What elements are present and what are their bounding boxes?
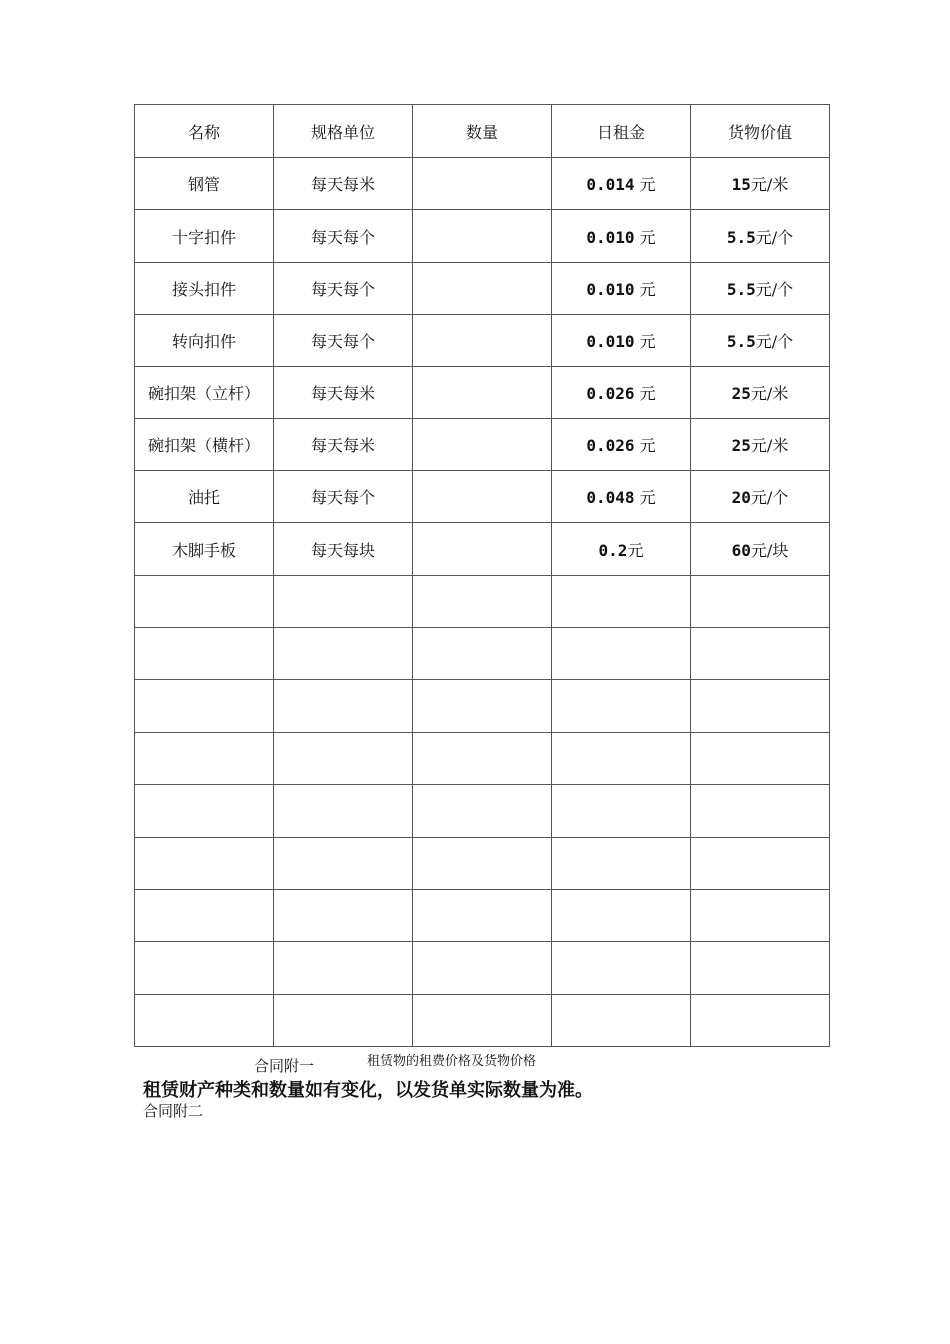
cell-value [691, 576, 830, 628]
cell-qty [413, 680, 552, 733]
rent-unit: 元 [634, 227, 656, 247]
table-row [135, 263, 830, 315]
cell-spec [274, 838, 413, 890]
cell-name: 木脚手板 [135, 523, 274, 576]
cell-qty [413, 419, 552, 471]
appendix-two-label: 合同附二 [143, 1102, 204, 1120]
cell-rent [552, 576, 691, 628]
cell-qty [413, 210, 552, 263]
cell-spec: 每天每个 [274, 315, 413, 367]
cell-name: 碗扣架（横杆） [135, 419, 274, 471]
cell-qty [413, 628, 552, 680]
rent-unit: 元 [627, 540, 644, 560]
cell-spec [274, 890, 413, 942]
table-row [135, 942, 830, 995]
header-rent: 日租金 [552, 105, 691, 158]
table-row [135, 523, 830, 576]
cell-rent [552, 628, 691, 680]
cell-spec [274, 680, 413, 733]
cell-spec [274, 628, 413, 680]
cell-name: 钢管 [135, 158, 274, 210]
cell-spec [274, 576, 413, 628]
quantity-note: 租赁财产种类和数量如有变化，以发货单实际数量为准。 [143, 1080, 593, 1101]
rent-value: 0.014 [586, 175, 635, 194]
cell-spec: 每天每米 [274, 158, 413, 210]
table-row [135, 210, 830, 263]
cell-value [691, 680, 830, 733]
table-row [135, 419, 830, 471]
cell-qty [413, 785, 552, 838]
cell-rent [552, 838, 691, 890]
appendix-one-label: 合同附一 [254, 1057, 315, 1075]
cell-rent [552, 471, 691, 523]
cell-spec [274, 733, 413, 785]
cell-name: 转向扣件 [135, 315, 274, 367]
cell-value: 5.5元/个 [691, 210, 830, 263]
cell-value: 5.5元/个 [691, 263, 830, 315]
cell-spec: 每天每个 [274, 263, 413, 315]
rent-value: 0.010 [586, 280, 635, 299]
cell-value: 25元/米 [691, 419, 830, 471]
cell-spec: 每天每块 [274, 523, 413, 576]
rent-value: 0.026 [586, 384, 635, 403]
cell-name: 油托 [135, 471, 274, 523]
table-row [135, 471, 830, 523]
cell-value [691, 628, 830, 680]
cell-spec [274, 785, 413, 838]
table-row [135, 995, 830, 1047]
cell-spec: 每天每个 [274, 471, 413, 523]
cell-value: 5.5元/个 [691, 315, 830, 367]
cell-spec [274, 942, 413, 995]
cell-value [691, 785, 830, 838]
cell-value: 20元/个 [691, 471, 830, 523]
table-row [135, 158, 830, 210]
cell-spec [274, 995, 413, 1047]
rent-value: 0.010 [586, 227, 635, 247]
cell-rent [552, 419, 691, 471]
header-name: 名称 [135, 105, 274, 158]
rent-value: 0.026 [586, 436, 635, 455]
cell-name [135, 628, 274, 680]
table-row [135, 367, 830, 419]
cell-qty [413, 158, 552, 210]
cell-value: 60元/块 [691, 523, 830, 576]
cell-rent [552, 680, 691, 733]
cell-rent [552, 263, 691, 315]
cell-rent [552, 315, 691, 367]
header-qty: 数量 [413, 105, 552, 158]
cell-qty [413, 263, 552, 315]
rent-unit: 元 [634, 332, 656, 351]
table-row [135, 680, 830, 733]
header-value: 货物价值 [691, 105, 830, 158]
cell-qty [413, 838, 552, 890]
cell-rent [552, 210, 691, 263]
cell-name [135, 838, 274, 890]
cell-qty [413, 471, 552, 523]
rent-value: 0.2 [598, 540, 628, 560]
rent-unit: 元 [634, 175, 656, 194]
cell-rent [552, 523, 691, 576]
cell-qty [413, 367, 552, 419]
cell-value: 15元/米 [691, 158, 830, 210]
cell-name [135, 890, 274, 942]
cell-name [135, 995, 274, 1047]
cell-value [691, 733, 830, 785]
cell-spec: 每天每米 [274, 367, 413, 419]
cell-name [135, 785, 274, 838]
cell-qty [413, 523, 552, 576]
cell-qty [413, 315, 552, 367]
header-spec: 规格单位 [274, 105, 413, 158]
cell-qty [413, 942, 552, 995]
cell-spec: 每天每个 [274, 210, 413, 263]
cell-value: 25元/米 [691, 367, 830, 419]
cell-qty [413, 576, 552, 628]
cell-rent [552, 890, 691, 942]
rent-unit: 元 [634, 280, 656, 299]
table-row [135, 733, 830, 785]
rent-value: 0.048 [586, 488, 635, 507]
rental-price-table [134, 104, 830, 1047]
cell-name [135, 733, 274, 785]
cell-rent [552, 158, 691, 210]
cell-rent [552, 995, 691, 1047]
rent-unit: 元 [634, 488, 656, 507]
cell-rent [552, 785, 691, 838]
rent-unit: 元 [634, 436, 656, 455]
cell-value [691, 995, 830, 1047]
cell-spec: 每天每米 [274, 419, 413, 471]
table-row [135, 628, 830, 680]
cell-name [135, 680, 274, 733]
cell-qty [413, 733, 552, 785]
cell-rent [552, 942, 691, 995]
table-row [135, 785, 830, 838]
table-row [135, 838, 830, 890]
cell-qty [413, 890, 552, 942]
cell-qty [413, 995, 552, 1047]
cell-name: 十字扣件 [135, 210, 274, 263]
cell-name: 碗扣架（立杆） [135, 367, 274, 419]
cell-name [135, 576, 274, 628]
cell-rent [552, 367, 691, 419]
table-title: 租赁物的租费价格及货物价格 [367, 1054, 537, 1069]
rent-unit: 元 [634, 384, 656, 403]
cell-value [691, 890, 830, 942]
cell-value [691, 942, 830, 995]
table-row [135, 315, 830, 367]
table-header-row [135, 105, 830, 158]
rent-value: 0.010 [586, 332, 635, 351]
cell-value [691, 838, 830, 890]
cell-name: 接头扣件 [135, 263, 274, 315]
cell-name [135, 942, 274, 995]
table-row [135, 576, 830, 628]
table-row [135, 890, 830, 942]
cell-rent [552, 733, 691, 785]
